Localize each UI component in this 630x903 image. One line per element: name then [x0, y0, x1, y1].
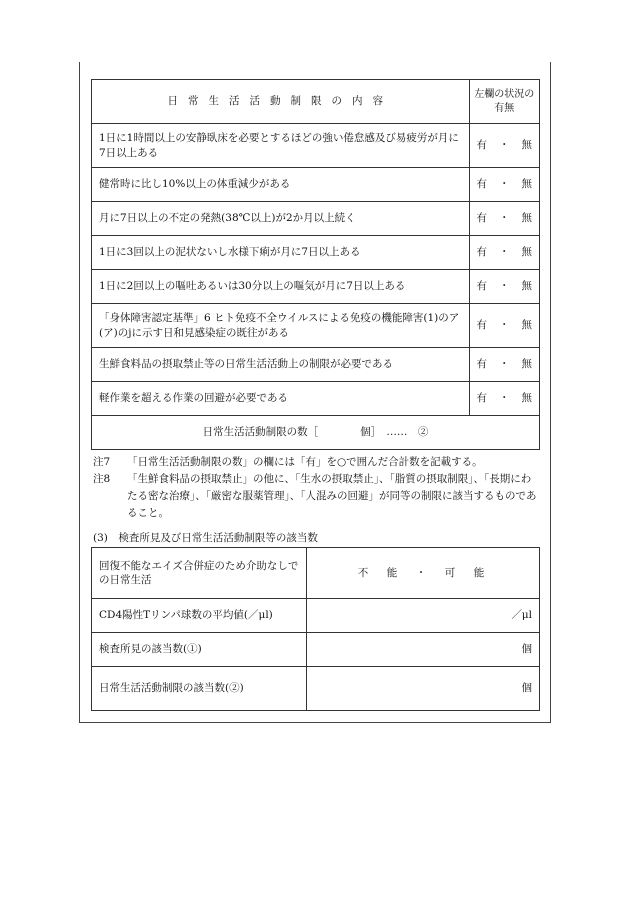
note-7 [93, 454, 538, 471]
note-key: 注8 [93, 473, 111, 485]
table-row [92, 633, 540, 667]
exam-findings-table [91, 547, 540, 711]
table-row [92, 124, 540, 168]
header-status: 左欄の状況の有無 [469, 80, 540, 124]
total-row [92, 416, 540, 450]
row-text: 1日に2回以上の嘔吐あるいは30分以上の嘔気が月に7日以上ある [92, 270, 470, 304]
note-key: 注7 [93, 456, 111, 468]
yes-no-choice[interactable]: 有 ・ 無 [469, 270, 540, 304]
row-text: 健常時に比し10%以上の体重減少がある [92, 168, 470, 202]
daily-activity-restriction-table [91, 79, 540, 450]
restriction-count-field[interactable]: 個 [307, 667, 540, 711]
yes-no-choice[interactable]: 有 ・ 無 [469, 348, 540, 382]
row-text: 月に7日以上の不定の発熱(38℃以上)が2か月以上続く [92, 202, 470, 236]
row-label: CD4陽性Tリンパ球数の平均値(／μl) [92, 599, 307, 633]
yes-no-choice[interactable]: 有 ・ 無 [469, 236, 540, 270]
yes-no-choice[interactable]: 有 ・ 無 [469, 304, 540, 348]
notes [93, 454, 538, 522]
table-row [92, 270, 540, 304]
section-3-title: (3) 検査所見及び日常生活活動制限等の該当数 [93, 532, 318, 544]
note-8 [93, 471, 538, 522]
table-row [92, 667, 540, 711]
table-row [92, 382, 540, 416]
findings-count-field[interactable]: 個 [307, 633, 540, 667]
cd4-value-field[interactable]: ／μl [307, 599, 540, 633]
table-row [92, 304, 540, 348]
restriction-count[interactable]: 日常生活活動制限の数［ 個］ …… ② [92, 416, 540, 450]
header-content: 日常生活活動制限の内容 [92, 80, 470, 124]
row-label: 日常生活活動制限の該当数(②) [92, 667, 307, 711]
table-row [92, 236, 540, 270]
table-row [92, 348, 540, 382]
row-label: 検査所見の該当数(①) [92, 633, 307, 667]
row-text: 1日に3回以上の泥状ないし水様下痢が月に7日以上ある [92, 236, 470, 270]
row-text: 生鮮食料品の摂取禁止等の日常生活活動上の制限が必要である [92, 348, 470, 382]
yes-no-choice[interactable]: 有 ・ 無 [469, 124, 540, 168]
note-text: 「生鮮食料品の摂取禁止」の他に、「生水の摂取禁止」、「脂質の摂取制限」、「長期にわたる密な治療」、「厳密な服薬管理」、「人混みの回避」が同等の制限に該当するものであること。 [127, 473, 537, 519]
table-row [92, 168, 540, 202]
table-row [92, 599, 540, 633]
row-text: 1日に1時間以上の安静臥床を必要とするほどの強い倦怠感及び易疲労が月に7日以上ある [92, 124, 470, 168]
row-text: 軽作業を超える作業の回避が必要である [92, 382, 470, 416]
table-header-row [92, 80, 540, 124]
yes-no-choice[interactable]: 有 ・ 無 [469, 382, 540, 416]
table-row [92, 548, 540, 599]
table-row [92, 202, 540, 236]
row-text: 「身体障害認定基準」6 ヒト免疫不全ウイルスによる免疫の機能障害(1)のア(ア)のjに示す日和見感染症の既往がある [92, 304, 470, 348]
yes-no-choice[interactable]: 有 ・ 無 [469, 202, 540, 236]
note-text: 「日常生活活動制限の数」の欄には「有」を○で囲んだ合計数を記載する。 [127, 456, 483, 468]
yes-no-choice[interactable]: 有 ・ 無 [469, 168, 540, 202]
care-choice[interactable]: 不 能 ・ 可 能 [307, 548, 540, 599]
row-label: 回復不能なエイズ合併症のため介助なしでの日常生活 [92, 548, 307, 599]
